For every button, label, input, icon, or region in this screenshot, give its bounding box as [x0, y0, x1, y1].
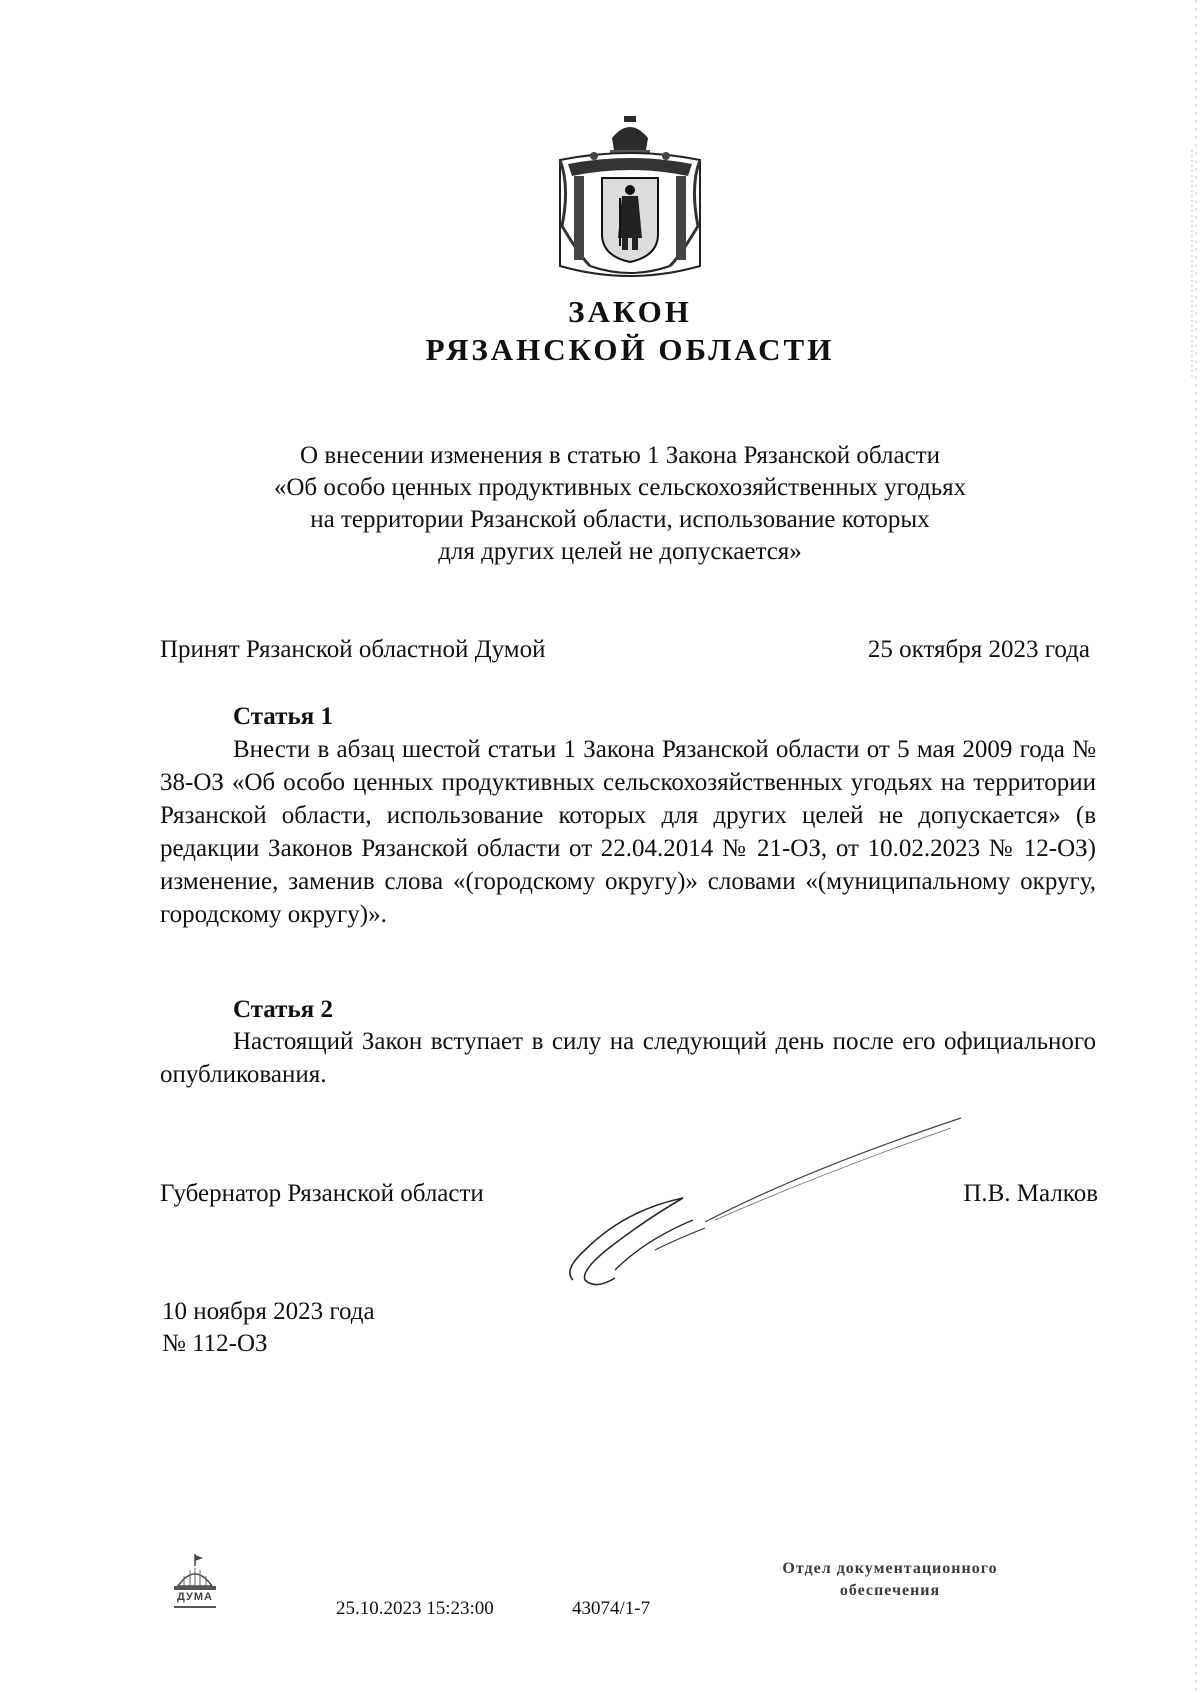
- signatory-name: П.В. Малков: [963, 1180, 1098, 1207]
- stamp-line: обеспечения: [839, 1582, 941, 1599]
- adopting-body: Принят Рязанской областной Думой: [160, 636, 546, 663]
- scan-edge-artifact: [1186, 0, 1200, 1695]
- subject-line: «Об особо ценных продуктивных сельскохозяйственных угодьях: [273, 474, 967, 501]
- article-2-heading: Статья 2: [233, 996, 333, 1023]
- adoption-row: [160, 636, 1090, 670]
- registration-timestamp: 25.10.2023 15:23:00: [336, 1598, 494, 1619]
- duma-building-icon: [170, 1552, 220, 1616]
- subject-line: О внесении изменения в статью 1 Закона Рязанской области: [300, 442, 940, 469]
- law-region-title: РЯЗАНСКОЙ ОБЛАСТИ: [425, 332, 835, 367]
- article-2-text: Настоящий Закон вступает в силу на следующий день после его официального опубликования.: [160, 1028, 1096, 1088]
- law-number: № 112-ОЗ: [162, 1330, 268, 1357]
- adoption-date: 25 октября 2023 года: [867, 636, 1090, 663]
- law-subject: [160, 440, 1080, 568]
- ryazan-coat-of-arms-icon: [550, 116, 710, 284]
- issue-date: 10 ноября 2023 года: [162, 1298, 375, 1325]
- article-1-heading: Статья 1: [233, 703, 333, 730]
- duma-logo-text: ДУМА: [177, 1591, 213, 1603]
- registration-number: 43074/1-7: [572, 1598, 651, 1619]
- subject-line: на территории Рязанской области, использование которых: [310, 506, 930, 533]
- stamp-line: Отдел документационного: [782, 1560, 998, 1577]
- subject-line: для других целей не допускается»: [438, 538, 802, 565]
- signature-row: [160, 1180, 1098, 1214]
- article-1-text: Внести в абзац шестой статьи 1 Закона Рязанской области от 5 мая 2009 года № 38-ОЗ «Об особо ценных продуктивных сельскохозяйственных угодьях на территории Рязанской области, использование которых для других целей не допускается» (в редакции Законов Рязанской области от 22.04.2014 № 21-ОЗ, от 10.02.2023 № 12-ОЗ) изменение, заменив слова «(городскому округу)» словами «(муниципальному округу, городскому округу)».: [160, 736, 1096, 928]
- signatory-position: Губернатор Рязанской области: [160, 1180, 484, 1207]
- department-stamp: [745, 1558, 1035, 1602]
- law-title: ЗАКОН: [568, 294, 692, 329]
